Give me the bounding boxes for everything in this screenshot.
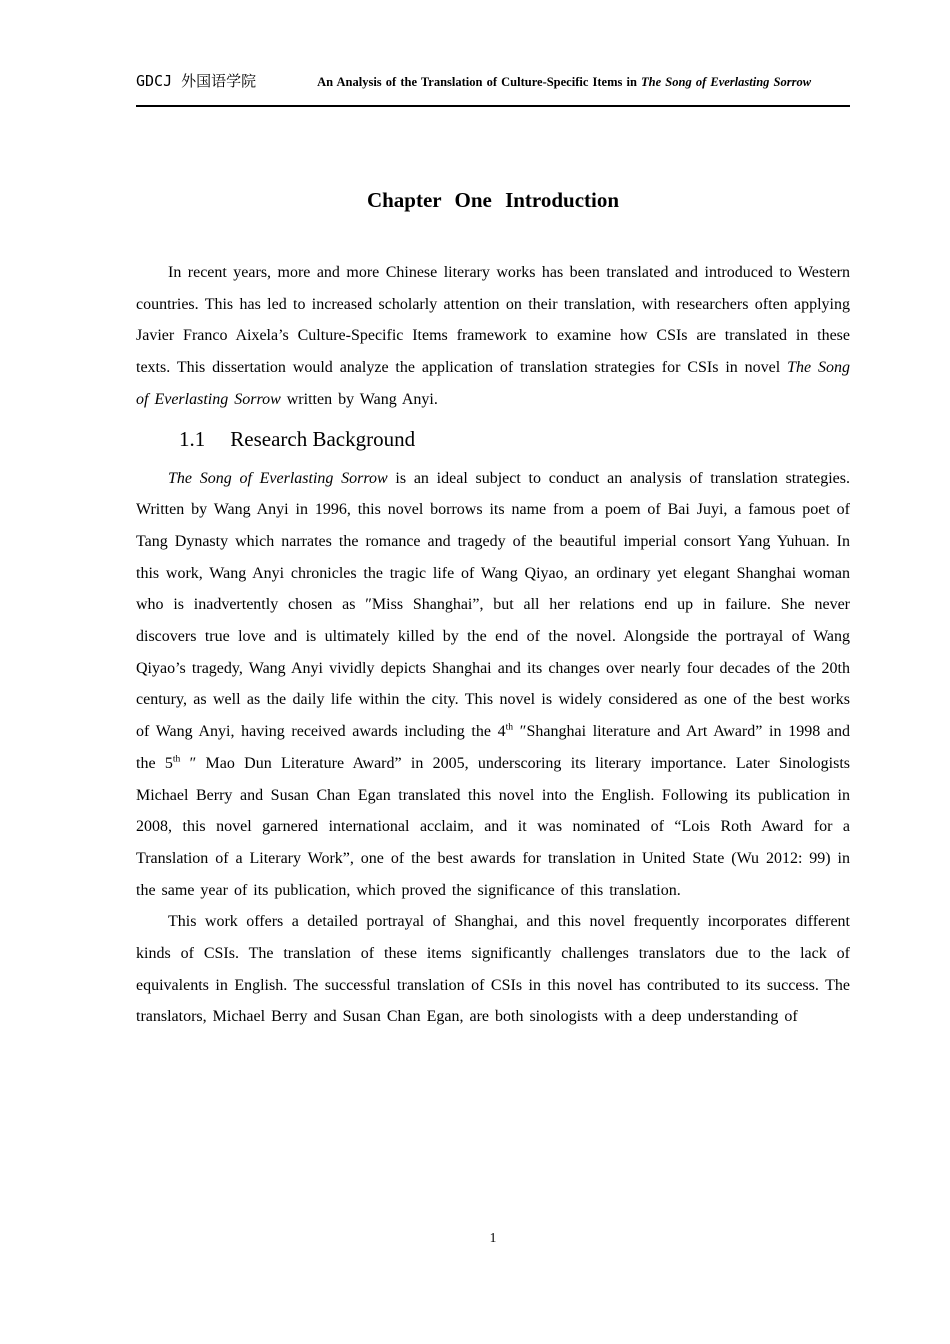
paragraph-1-text-run: In recent years, more and more Chinese literary works has been translated and introduced to Western countries. This has led to increased scholarly attention on their translation, with researchers often applying Javier Franco Aixela’s Culture-Specific Items framework to examine how CSIs are translated in these texts. This dissertation would analyze the application of translation strategies for CSIs in novel <box>136 264 850 377</box>
section-title: Research Background <box>230 426 416 451</box>
paragraph-2-text-run: ″ Mao Dun Literature Award” in 2005, underscoring its literary importance. Later Sinologists Michael Berry and Susan Chan Egan translated this novel into the English. Following its publication in 2008, this novel garnered international acclaim, and it was nominated of “Lois Roth Award for a Translation of a Literary Work”, one of the best awards for translation in United State (Wu 2012: 99) in the same year of its publication, which proved the significance of this translation. <box>136 754 850 899</box>
superscript-ordinal: th <box>505 721 514 733</box>
superscript-ordinal: th <box>172 753 181 765</box>
section-number: 1.1 <box>179 426 206 451</box>
paragraph-3-text-run: This work offers a detailed portrayal of Shanghai, and this novel frequently incorporates different kinds of CSIs. The translation of these items significantly challenges translators due to the lack of equivalents in English. The successful translation of CSIs in this novel has contributed to its success. The translators, Michael Berry and Susan Chan Egan, are both sinologists with a deep understanding of <box>136 913 850 1026</box>
paragraph-1-text-run-tail: written by Wang Anyi. <box>280 390 438 408</box>
paragraph-1 <box>136 257 850 416</box>
paragraph-2-text-run: ″Shanghai literature and Art Award” in 1998 and the 5 <box>136 723 850 772</box>
header-title-prefix: An Analysis of the Translation of Culture-Specific Items in <box>317 75 642 89</box>
header-school-name: GDCJ 外国语学院 <box>136 72 257 90</box>
paragraph-3 <box>136 906 850 1033</box>
header-running-title <box>317 75 811 89</box>
page-number: 1 <box>489 1230 497 1245</box>
novel-title-italic-run: The Song of Everlasting Sorrow <box>136 359 851 408</box>
paragraph-2 <box>136 463 850 907</box>
chapter-title: Chapter One Introduction <box>366 188 620 212</box>
header-title-italic: The Song of Everlasting Sorrow <box>641 75 812 89</box>
header-text-row <box>136 73 850 91</box>
header-rule <box>136 105 850 107</box>
section-heading-research-background <box>179 424 850 454</box>
page-header <box>136 73 850 107</box>
paragraph-2-text-run: is an ideal subject to conduct an analysis of translation strategies. Written by Wang Anyi in 1996, this novel borrows its name from a poem of Bai Juyi, a famous poet of Tang Dynasty which narrates the romance and tragedy of the beautiful imperial consort Yang Yuhuan. In this work, Wang Anyi chronicles the tragic life of Wang Qiyao, an ordinary yet elegant Shanghai woman who is inadvertently chosen as ″Miss Shanghai”, but all her relations end up in failure. She never discovers true love and is ultimately killed by the end of the novel. Alongside the portrayal of Wang Qiyao’s tragedy, Wang Anyi vividly depicts Shanghai and its changes over nearly four decades of the 20th century, as well as the daily life within the city. This novel is widely considered as one of the best works of Wang Anyi, having received awards including the 4 <box>136 469 850 741</box>
novel-title-italic-run: The Song of Everlasting Sorrow <box>168 469 388 487</box>
